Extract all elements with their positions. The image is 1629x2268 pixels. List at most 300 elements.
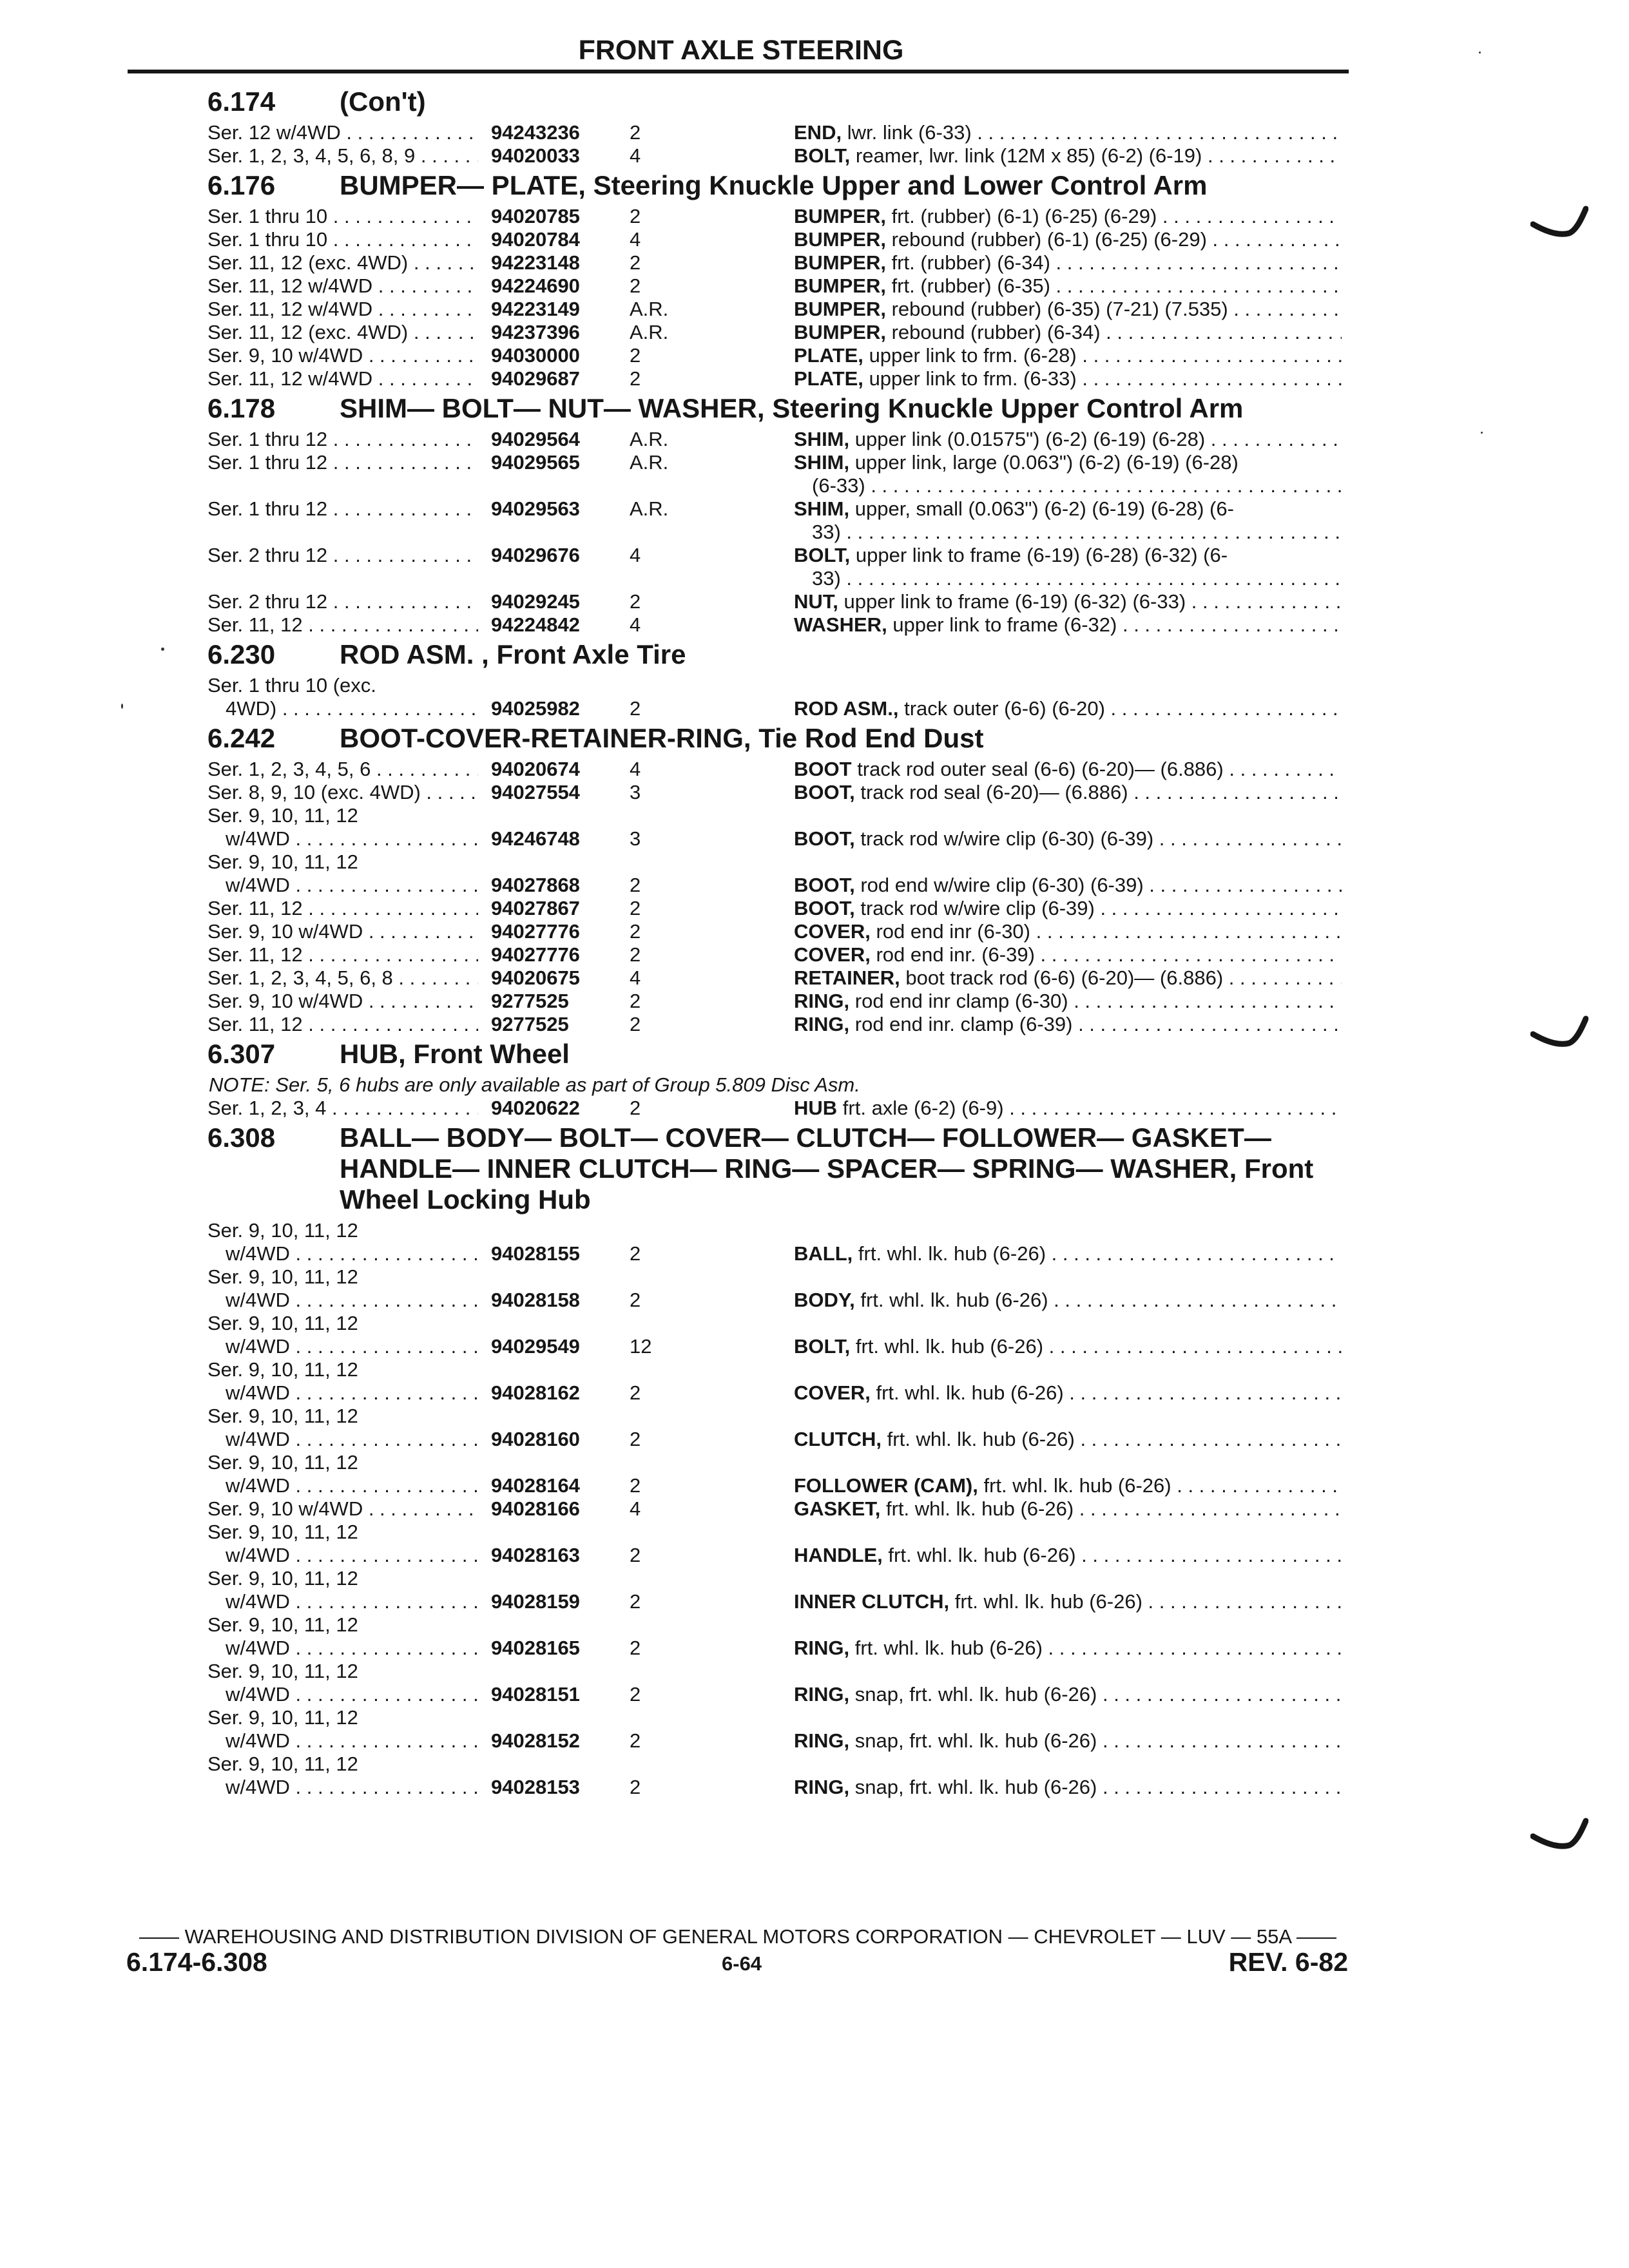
- group-number: 6.308: [207, 1122, 276, 1153]
- quantity: 2: [630, 1544, 641, 1566]
- parts-row: [207, 1405, 1342, 1451]
- quantity: 4: [630, 144, 641, 167]
- serial-applicability-cont: w/4WD . . .: [207, 1335, 478, 1358]
- part-name: END,: [794, 121, 842, 144]
- quantity: 2: [630, 897, 641, 919]
- parts-row: [207, 367, 1342, 390]
- part-detail: upper, small (0.063") (6-2) (6-19) (6-28) (6-: [854, 497, 1234, 520]
- parts-row: [207, 1265, 1342, 1312]
- serial-cell: [207, 1706, 478, 1753]
- serial-applicability: Ser. 1, 2, 3, 4, 5, 6, 8, 9 . . .: [207, 144, 478, 167]
- serial-applicability: Ser. 11, 12 w/4WD . . .: [207, 274, 478, 297]
- serial-cell: [207, 1521, 478, 1567]
- part-detail: rod end inr (6-30) . . .: [876, 920, 1342, 943]
- serial-applicability: Ser. 11, 12 . . .: [207, 613, 478, 636]
- serial-cell: [207, 1405, 478, 1451]
- parts-row: [207, 144, 1342, 168]
- group-number: 6.242: [207, 723, 276, 753]
- part-number: 9277525: [491, 990, 569, 1012]
- part-detail: frt. whl. lk. hub (6-26) . . .: [856, 1335, 1342, 1358]
- group-number: 6.178: [207, 393, 276, 423]
- footer-revision: REV. 6-82: [1228, 1947, 1348, 1977]
- serial-applicability: Ser. 1 thru 12 . . .: [207, 497, 478, 520]
- parts-row: [207, 298, 1342, 321]
- part-detail: frt. whl. lk. hub (6-26) . . .: [887, 1428, 1342, 1450]
- serial-cell: [207, 1312, 478, 1358]
- part-name: BUMPER,: [794, 321, 886, 343]
- part-description: [794, 590, 1342, 613]
- part-name: INNER CLUTCH,: [794, 1590, 950, 1613]
- part-detail: rod end w/wire clip (6-30) (6-39) . . .: [860, 874, 1342, 896]
- part-description: [794, 1335, 1342, 1358]
- part-detail: rod end inr. (6-39) . . .: [876, 943, 1342, 966]
- quantity: 2: [630, 874, 641, 896]
- serial-applicability-cont: w/4WD . . .: [207, 1544, 478, 1567]
- part-number: 94028151: [491, 1683, 580, 1706]
- quantity: A.R.: [630, 451, 669, 474]
- parts-row: [207, 344, 1342, 367]
- part-name: RING,: [794, 1776, 850, 1798]
- part-number: 94223149: [491, 298, 580, 320]
- parts-row: [207, 451, 1342, 497]
- serial-applicability: Ser. 9, 10, 11, 12: [207, 850, 358, 873]
- parts-row: [207, 804, 1342, 850]
- quantity: A.R.: [630, 298, 669, 320]
- parts-row: [207, 1497, 1342, 1521]
- serial-applicability: Ser. 11, 12 . . .: [207, 897, 478, 919]
- part-number: 94027776: [491, 943, 580, 966]
- quantity: 2: [630, 920, 641, 943]
- group-header: [207, 86, 1342, 117]
- quantity: 3: [630, 827, 641, 850]
- part-detail: track outer (6-6) (6-20) . . .: [904, 697, 1342, 720]
- serial-applicability-cont: 4WD) . . .: [207, 697, 478, 720]
- serial-applicability: Ser. 9, 10 w/4WD . . .: [207, 344, 478, 367]
- group-number: 6.176: [207, 170, 276, 200]
- serial-applicability: Ser. 9, 10 w/4WD . . .: [207, 990, 478, 1012]
- serial-applicability: Ser. 1, 2, 3, 4, 5, 6, 8 . . .: [207, 966, 478, 989]
- parts-row: [207, 758, 1342, 781]
- serial-applicability: Ser. 1 thru 12 . . .: [207, 428, 478, 450]
- part-detail: rod end inr. clamp (6-39) . . .: [855, 1013, 1342, 1035]
- part-description: [794, 274, 1342, 298]
- part-number: 94020785: [491, 205, 580, 227]
- serial-applicability: Ser. 9, 10, 11, 12: [207, 1613, 358, 1636]
- quantity: 3: [630, 781, 641, 803]
- scan-speck: [1479, 52, 1481, 53]
- serial-cell: [207, 1013, 478, 1036]
- parts-row: [207, 590, 1342, 613]
- part-name: HANDLE,: [794, 1544, 883, 1566]
- part-name: RETAINER,: [794, 966, 900, 989]
- part-name: SHIM,: [794, 451, 850, 474]
- part-number: 94028153: [491, 1776, 580, 1798]
- serial-applicability: Ser. 11, 12 (exc. 4WD) . . .: [207, 321, 478, 343]
- serial-applicability: Ser. 9, 10, 11, 12: [207, 1451, 358, 1474]
- part-detail: track rod w/wire clip (6-39) . . .: [860, 897, 1342, 919]
- serial-cell: [207, 1497, 478, 1521]
- part-name: ROD ASM.,: [794, 697, 899, 720]
- part-number: 94020674: [491, 758, 580, 780]
- quantity: 2: [630, 1289, 641, 1311]
- part-detail: snap, frt. whl. lk. hub (6-26) . . .: [855, 1683, 1342, 1706]
- part-number: 94029564: [491, 428, 580, 450]
- part-detail: upper link (0.01575") (6-2) (6-19) (6-28) . . .: [855, 428, 1342, 450]
- parts-row: [207, 497, 1342, 544]
- serial-applicability: Ser. 9, 10 w/4WD . . .: [207, 1497, 478, 1520]
- quantity: 2: [630, 943, 641, 966]
- parts-row: [207, 1706, 1342, 1753]
- check-mark-icon: [1530, 205, 1588, 244]
- part-name: BUMPER,: [794, 205, 886, 227]
- part-detail: track rod seal (6-20)— (6.886) . . .: [860, 781, 1342, 803]
- scan-speck: [121, 704, 123, 709]
- part-number: 94025982: [491, 697, 580, 720]
- quantity: A.R.: [630, 321, 669, 343]
- part-name: BOOT: [794, 758, 852, 780]
- part-description: [794, 697, 1342, 720]
- quantity: 4: [630, 1497, 641, 1520]
- serial-applicability-cont: w/4WD . . .: [207, 1474, 478, 1497]
- parts-row: [207, 1097, 1342, 1120]
- parts-row: [207, 966, 1342, 990]
- part-number: 94237396: [491, 321, 580, 343]
- part-description: [794, 1097, 1342, 1120]
- serial-applicability: Ser. 9, 10 w/4WD . . .: [207, 920, 478, 943]
- parts-row: [207, 1451, 1342, 1497]
- part-description: [794, 781, 1342, 804]
- part-number: 94029245: [491, 590, 580, 613]
- part-detail: frt. (rubber) (6-1) (6-25) (6-29) . . .: [892, 205, 1342, 227]
- group-title: SHIM— BOLT— NUT— WASHER, Steering Knuckle Upper Control Arm: [340, 393, 1244, 423]
- part-name: BOOT,: [794, 897, 855, 919]
- part-name: BOOT,: [794, 827, 855, 850]
- serial-cell: [207, 497, 478, 521]
- quantity: 2: [630, 1683, 641, 1706]
- page-title: FRONT AXLE STEERING: [578, 35, 904, 66]
- serial-applicability-cont: w/4WD . . .: [207, 1729, 478, 1753]
- serial-applicability-cont: w/4WD . . .: [207, 1590, 478, 1613]
- part-description: [794, 943, 1342, 966]
- serial-cell: [207, 613, 478, 637]
- parts-row: [207, 1013, 1342, 1036]
- serial-cell: [207, 804, 478, 850]
- parts-row: [207, 1613, 1342, 1660]
- part-detail: rebound (rubber) (6-35) (7-21) (7.535) . . .: [892, 298, 1342, 320]
- part-name: SHIM,: [794, 497, 850, 520]
- serial-cell: [207, 781, 478, 804]
- part-name: RING,: [794, 990, 850, 1012]
- part-name: COVER,: [794, 1381, 871, 1404]
- parts-row: [207, 1312, 1342, 1358]
- quantity: 2: [630, 121, 641, 144]
- serial-applicability: Ser. 1 thru 10 . . .: [207, 205, 478, 227]
- serial-applicability-cont: w/4WD . . .: [207, 874, 478, 897]
- serial-cell: [207, 966, 478, 990]
- group-title: ROD ASM. , Front Axle Tire: [340, 639, 686, 669]
- part-name: BOLT,: [794, 144, 851, 167]
- part-detail-cont: 33) . . .: [794, 521, 1342, 544]
- check-mark-icon: [1530, 1015, 1588, 1053]
- quantity: A.R.: [630, 428, 669, 450]
- quantity: 4: [630, 544, 641, 566]
- parts-row: [207, 1660, 1342, 1706]
- part-detail: upper link to frame (6-32) . . .: [892, 613, 1342, 636]
- serial-cell: [207, 1660, 478, 1706]
- parts-row: [207, 990, 1342, 1013]
- part-name: RING,: [794, 1637, 850, 1659]
- part-detail: rod end inr clamp (6-30) . . .: [855, 990, 1342, 1012]
- part-number: 94028164: [491, 1474, 580, 1497]
- serial-applicability-cont: w/4WD . . .: [207, 1428, 478, 1451]
- parts-row: [207, 1219, 1342, 1265]
- group-number: 6.174: [207, 86, 276, 117]
- serial-cell: [207, 144, 478, 168]
- serial-applicability: Ser. 11, 12 (exc. 4WD) . . .: [207, 251, 478, 274]
- parts-row: [207, 920, 1342, 943]
- serial-applicability-cont: w/4WD . . .: [207, 827, 478, 850]
- serial-applicability: Ser. 1 thru 10 . . .: [207, 228, 478, 251]
- quantity: 2: [630, 1242, 641, 1265]
- part-description: [794, 1729, 1342, 1753]
- serial-cell: [207, 344, 478, 367]
- group-note: NOTE: Ser. 5, 6 hubs are only available as part of Group 5.809 Disc Asm.: [209, 1073, 860, 1096]
- check-mark-icon: [1530, 1817, 1588, 1856]
- group-header: [207, 723, 1342, 754]
- part-name: BUMPER,: [794, 274, 886, 297]
- part-detail-cont: (6-33) . . .: [794, 474, 1342, 497]
- part-description: [794, 1289, 1342, 1312]
- part-description: [794, 1242, 1342, 1265]
- part-name: SHIM,: [794, 428, 850, 450]
- part-description: [794, 298, 1342, 321]
- part-description: [794, 966, 1342, 990]
- part-description: [794, 144, 1342, 168]
- part-name: RING,: [794, 1013, 850, 1035]
- part-number: 94027867: [491, 897, 580, 919]
- part-description: [794, 1381, 1342, 1405]
- group-number: 6.307: [207, 1039, 276, 1069]
- serial-cell: [207, 251, 478, 274]
- part-name: COVER,: [794, 943, 871, 966]
- quantity: 2: [630, 1474, 641, 1497]
- parts-listing: [207, 84, 1342, 1799]
- part-name: BALL,: [794, 1242, 853, 1265]
- part-number: 94028158: [491, 1289, 580, 1311]
- part-name: PLATE,: [794, 367, 863, 390]
- part-number: 94224842: [491, 613, 580, 636]
- parts-row: [207, 1567, 1342, 1613]
- serial-applicability: Ser. 9, 10, 11, 12: [207, 1358, 358, 1381]
- footer-group-range: 6.174-6.308: [126, 1947, 267, 1977]
- part-description: [794, 1474, 1342, 1497]
- footer-page-number: 6-64: [722, 1952, 762, 1975]
- part-number: 94243236: [491, 121, 580, 144]
- part-number: 94028166: [491, 1497, 580, 1520]
- part-detail: rebound (rubber) (6-1) (6-25) (6-29) . . .: [892, 228, 1342, 251]
- part-number: 94027554: [491, 781, 580, 803]
- group-header: [207, 1039, 1342, 1070]
- serial-cell: [207, 121, 478, 144]
- part-description: [794, 544, 1342, 590]
- part-number: 94027776: [491, 920, 580, 943]
- quantity: 2: [630, 1381, 641, 1404]
- quantity: 2: [630, 1729, 641, 1752]
- serial-applicability: Ser. 9, 10, 11, 12: [207, 1567, 358, 1590]
- part-number: 94020622: [491, 1097, 580, 1119]
- part-description: [794, 1497, 1342, 1521]
- parts-row: [207, 205, 1342, 228]
- serial-applicability: Ser. 2 thru 12 . . .: [207, 590, 478, 613]
- quantity: 2: [630, 1637, 641, 1659]
- part-detail: frt. (rubber) (6-35) . . .: [892, 274, 1342, 297]
- serial-applicability: Ser. 11, 12 . . .: [207, 1013, 478, 1035]
- serial-cell: [207, 1613, 478, 1660]
- part-description: [794, 1637, 1342, 1660]
- serial-applicability-cont: w/4WD . . .: [207, 1289, 478, 1312]
- part-name: BUMPER,: [794, 251, 886, 274]
- quantity: 4: [630, 966, 641, 989]
- part-number: 94246748: [491, 827, 580, 850]
- serial-applicability-cont: w/4WD . . .: [207, 1381, 478, 1405]
- serial-cell: [207, 758, 478, 781]
- serial-applicability: Ser. 9, 10, 11, 12: [207, 1706, 358, 1729]
- part-number: 94028152: [491, 1729, 580, 1752]
- part-number: 94028162: [491, 1381, 580, 1404]
- parts-row: [207, 121, 1342, 144]
- parts-row: [207, 274, 1342, 298]
- serial-applicability: Ser. 1, 2, 3, 4, 5, 6 . . .: [207, 758, 478, 780]
- part-number: 94028155: [491, 1242, 580, 1265]
- serial-cell: [207, 367, 478, 390]
- title-rule: [128, 70, 1349, 73]
- part-description: [794, 321, 1342, 344]
- group-title: BUMPER— PLATE, Steering Knuckle Upper and Lower Control Arm: [340, 170, 1208, 200]
- group-title: BOOT-COVER-RETAINER-RING, Tie Rod End Dust: [340, 723, 984, 753]
- part-name: CLUTCH,: [794, 1428, 882, 1450]
- part-name: GASKET,: [794, 1497, 881, 1520]
- quantity: 12: [630, 1335, 652, 1358]
- serial-cell: [207, 1097, 478, 1120]
- part-name: COVER,: [794, 920, 871, 943]
- serial-cell: [207, 1567, 478, 1613]
- part-detail: upper link to frm. (6-28) . . .: [869, 344, 1342, 367]
- serial-cell: [207, 428, 478, 451]
- quantity: 2: [630, 1776, 641, 1798]
- part-detail: boot track rod (6-6) (6-20)— (6.886) . . .: [905, 966, 1342, 989]
- group-header: [207, 639, 1342, 670]
- quantity: 4: [630, 228, 641, 251]
- group-title: HUB, Front Wheel: [340, 1039, 570, 1069]
- serial-applicability: Ser. 9, 10, 11, 12: [207, 1312, 358, 1334]
- part-name: HUB: [794, 1097, 838, 1119]
- parts-row: [207, 251, 1342, 274]
- quantity: 2: [630, 251, 641, 274]
- part-detail: frt. whl. lk. hub (6-26) . . .: [858, 1242, 1342, 1265]
- part-detail: frt. whl. lk. hub (6-26) . . .: [855, 1637, 1342, 1659]
- part-name: BUMPER,: [794, 228, 886, 251]
- part-name: BOLT,: [794, 1335, 851, 1358]
- part-number: 94224690: [491, 274, 580, 297]
- serial-cell: [207, 990, 478, 1013]
- serial-cell: [207, 1451, 478, 1497]
- serial-applicability: Ser. 11, 12 . . .: [207, 943, 478, 966]
- quantity: 2: [630, 590, 641, 613]
- quantity: 2: [630, 274, 641, 297]
- group-header: [207, 393, 1342, 424]
- serial-applicability: Ser. 9, 10, 11, 12: [207, 1753, 358, 1775]
- quantity: 2: [630, 205, 641, 227]
- footer-distribution-line: —— WAREHOUSING AND DISTRIBUTION DIVISION OF GENERAL MOTORS CORPORATION — CHEVROLET — LUV — 55A ——: [139, 1925, 1336, 1948]
- part-detail: frt. (rubber) (6-34) . . .: [892, 251, 1342, 274]
- parts-row: [207, 228, 1342, 251]
- part-description: [794, 1013, 1342, 1036]
- part-description: [794, 897, 1342, 920]
- part-number: 94020675: [491, 966, 580, 989]
- part-description: [794, 367, 1342, 390]
- part-name: BOOT,: [794, 874, 855, 896]
- serial-applicability: Ser. 9, 10, 11, 12: [207, 804, 358, 827]
- part-description: [794, 205, 1342, 228]
- part-name: BUMPER,: [794, 298, 886, 320]
- part-description: [794, 1544, 1342, 1567]
- part-description: [794, 758, 1342, 781]
- serial-applicability: Ser. 8, 9, 10 (exc. 4WD) . . .: [207, 781, 478, 803]
- serial-cell: [207, 298, 478, 321]
- parts-row: [207, 850, 1342, 897]
- part-detail: rebound (rubber) (6-34) . . .: [892, 321, 1342, 343]
- quantity: 4: [630, 758, 641, 780]
- part-detail-cont: 33) . . .: [794, 567, 1342, 590]
- serial-cell: [207, 228, 478, 251]
- part-name: PLATE,: [794, 344, 863, 367]
- quantity: 2: [630, 990, 641, 1012]
- part-number: 94029549: [491, 1335, 580, 1358]
- part-number: 94028159: [491, 1590, 580, 1613]
- part-description: [794, 121, 1342, 144]
- serial-cell: [207, 897, 478, 920]
- parts-row: [207, 943, 1342, 966]
- serial-applicability: Ser. 9, 10, 11, 12: [207, 1219, 358, 1242]
- part-detail: frt. whl. lk. hub (6-26) . . .: [860, 1289, 1342, 1311]
- serial-applicability-cont: w/4WD . . .: [207, 1776, 478, 1799]
- serial-cell: [207, 590, 478, 613]
- quantity: 2: [630, 1428, 641, 1450]
- parts-row: [207, 613, 1342, 637]
- quantity: 2: [630, 1590, 641, 1613]
- serial-cell: [207, 1358, 478, 1405]
- quantity: 2: [630, 344, 641, 367]
- part-number: 94030000: [491, 344, 580, 367]
- part-number: 94020033: [491, 144, 580, 167]
- part-number: 94028163: [491, 1544, 580, 1566]
- serial-applicability: Ser. 9, 10, 11, 12: [207, 1405, 358, 1427]
- serial-cell: [207, 274, 478, 298]
- serial-cell: [207, 544, 478, 567]
- serial-cell: [207, 674, 478, 720]
- part-number: 94029565: [491, 451, 580, 474]
- quantity: 2: [630, 1013, 641, 1035]
- part-name: FOLLOWER (CAM),: [794, 1474, 978, 1497]
- serial-cell: [207, 920, 478, 943]
- quantity: 4: [630, 613, 641, 636]
- part-description: [794, 428, 1342, 451]
- part-description: [794, 344, 1342, 367]
- part-name: BOLT,: [794, 544, 851, 566]
- serial-applicability: Ser. 9, 10, 11, 12: [207, 1521, 358, 1543]
- part-description: [794, 251, 1342, 274]
- scan-speck: [161, 648, 164, 651]
